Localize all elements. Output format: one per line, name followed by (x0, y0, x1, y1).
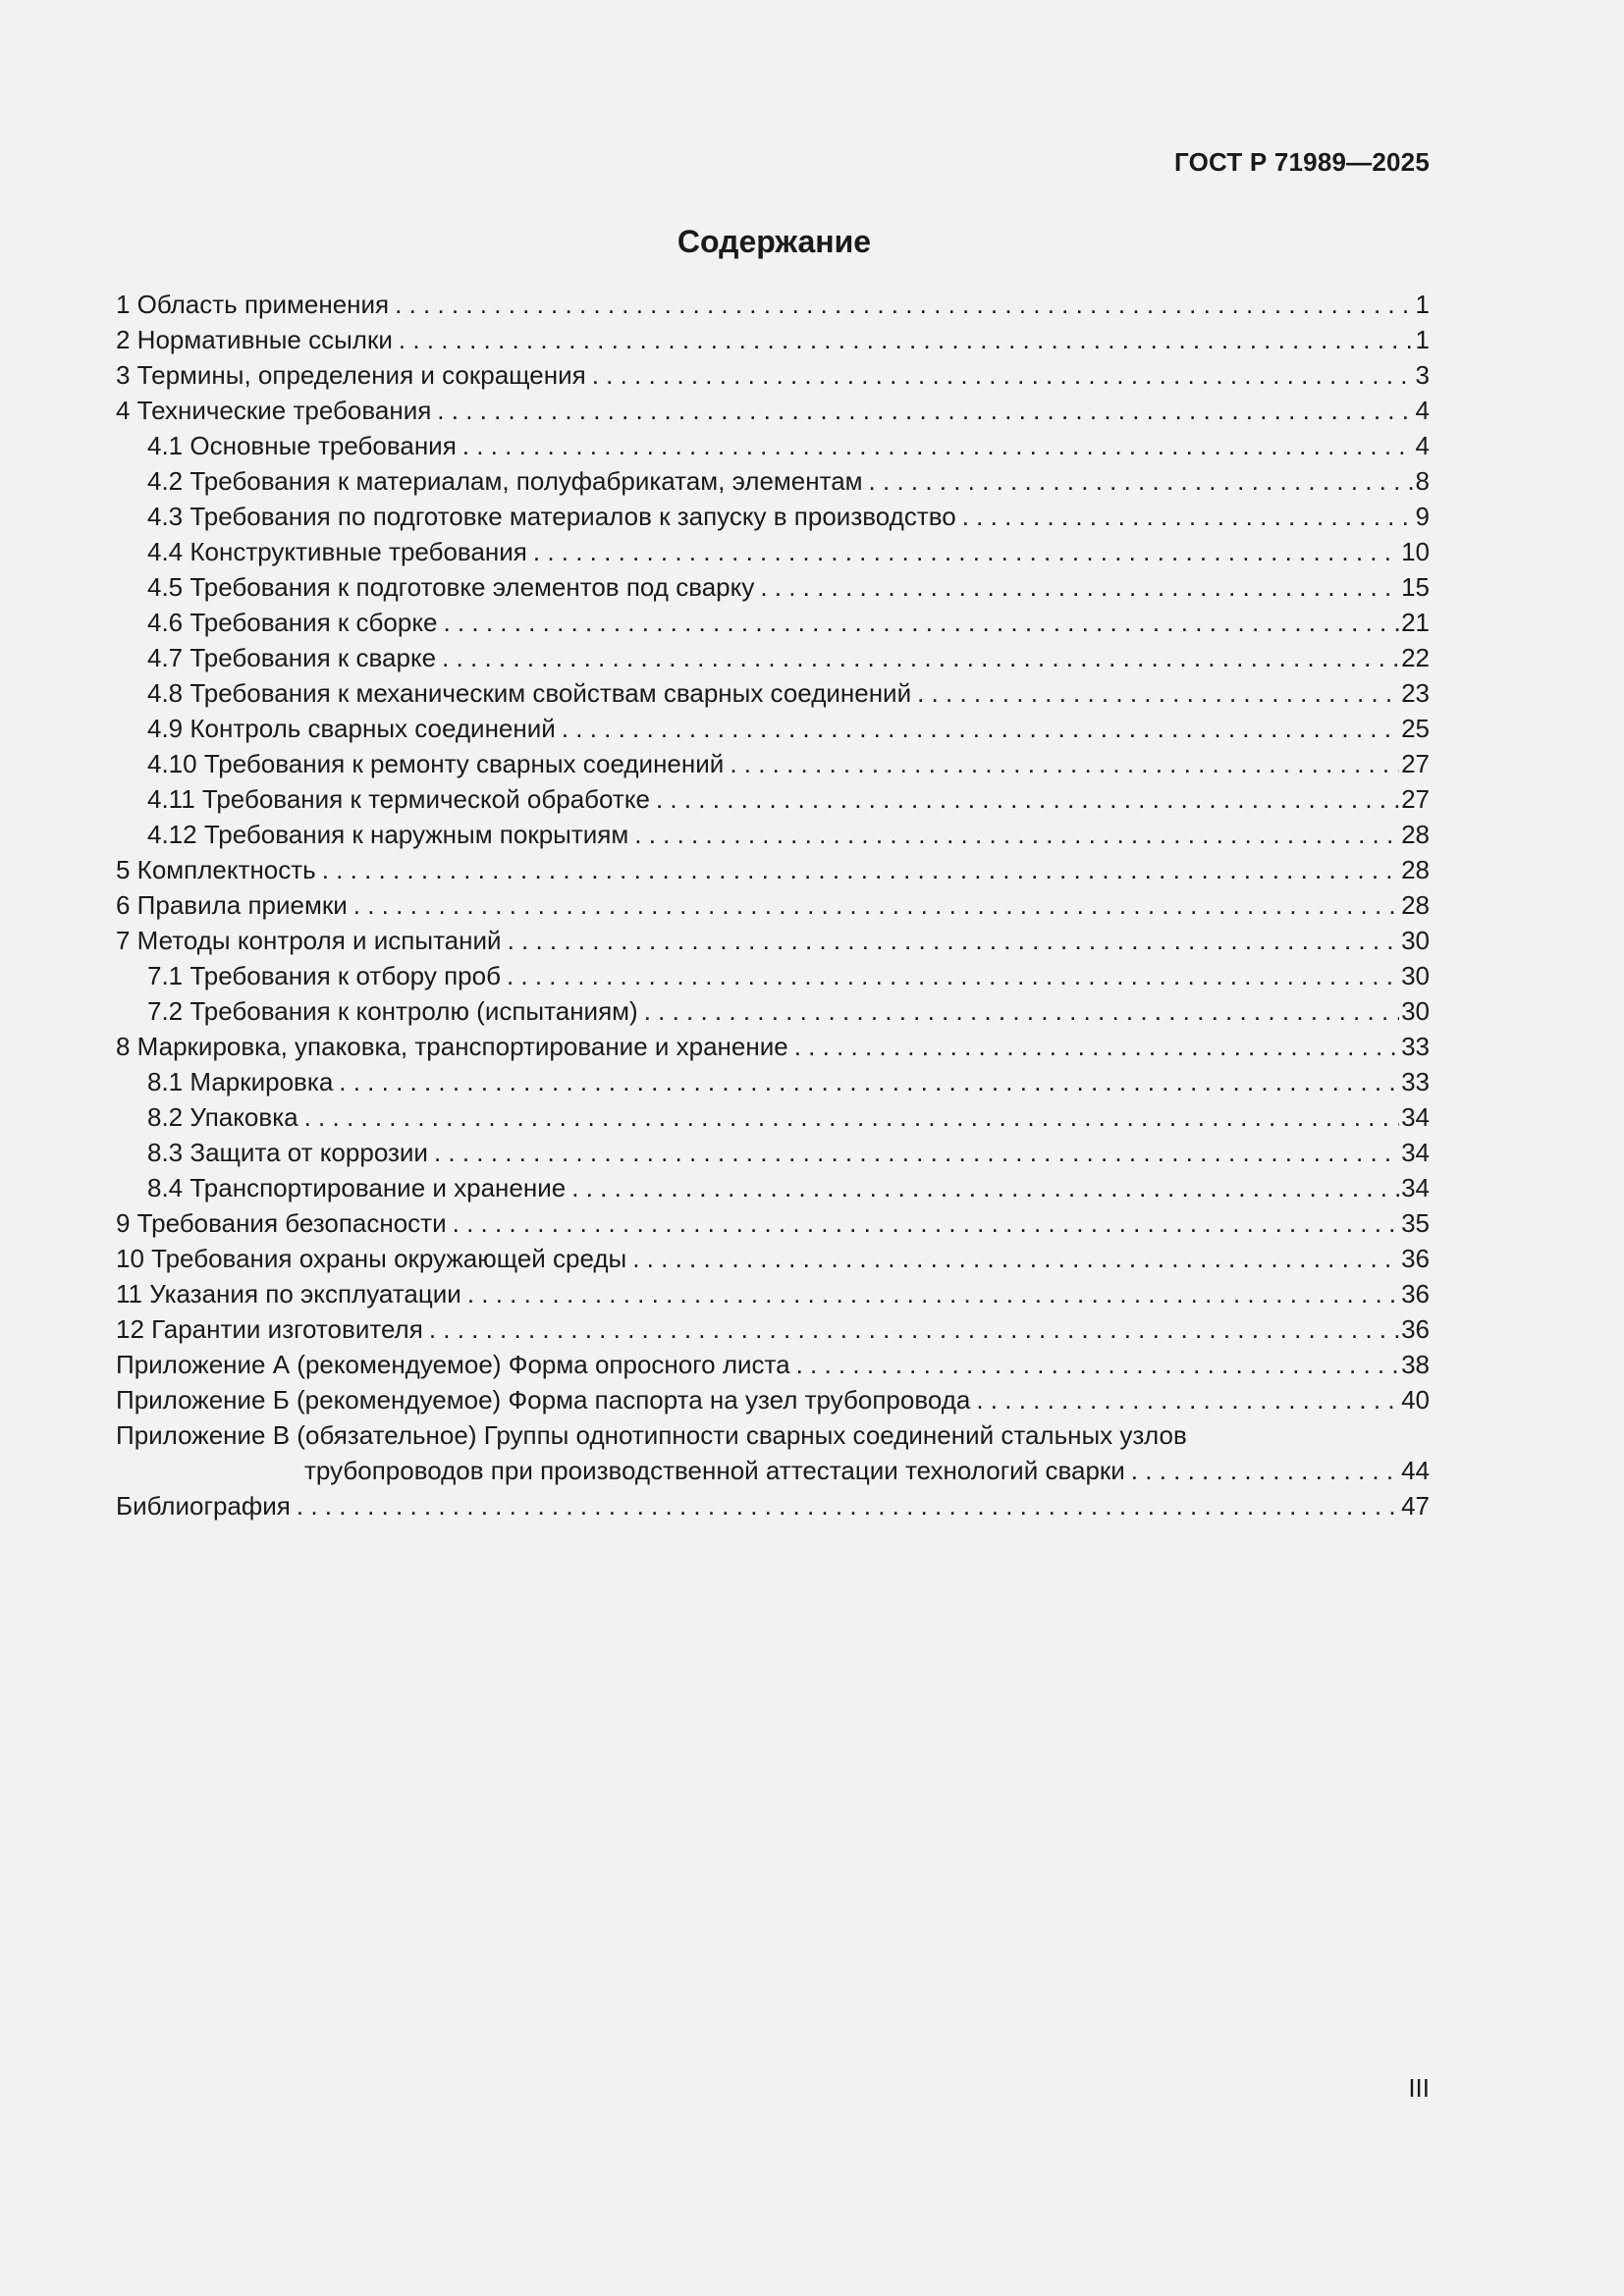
toc-entry-appendix-v-line2[interactable] (116, 1453, 1430, 1488)
toc-entry-label: 11 Указания по эксплуатации (116, 1279, 461, 1308)
toc-entry-page: 25 (1401, 714, 1430, 743)
dot-leader (429, 1311, 1399, 1347)
toc-entry-page: 30 (1401, 926, 1430, 955)
toc-entry-page: 34 (1401, 1102, 1430, 1132)
toc-entry-page: 3 (1415, 360, 1430, 390)
toc-entry[interactable] (116, 923, 1430, 958)
toc-entry-page: 1 (1415, 290, 1430, 319)
toc-entry[interactable] (116, 1382, 1430, 1417)
dot-leader (644, 993, 1399, 1029)
dot-leader (869, 463, 1414, 499)
toc-entry-page: 34 (1401, 1138, 1430, 1167)
toc-entry-page: 28 (1401, 820, 1430, 849)
dot-leader (353, 887, 1399, 923)
toc-entry-label: 1 Область применения (116, 290, 390, 319)
toc-entry-label: Приложение В (обязательное) Группы однотипности сварных соединений стальных узлов (116, 1420, 1187, 1450)
toc-entry-page: 22 (1401, 643, 1430, 672)
dot-leader (339, 1064, 1399, 1099)
toc-entry-label: 9 Требования безопасности (116, 1208, 447, 1238)
toc-entry-page: 9 (1415, 502, 1430, 531)
toc-entry[interactable] (116, 534, 1430, 569)
toc-entry-label: трубопроводов при производственной аттестации технологий сварки (304, 1456, 1125, 1485)
document-code: ГОСТ Р 71989—2025 (1174, 147, 1430, 177)
toc-entry-page: 47 (1401, 1491, 1430, 1521)
dot-leader (437, 393, 1413, 428)
toc-entry-label: Приложение А (рекомендуемое) Форма опросного листа (116, 1350, 790, 1379)
toc-entry[interactable] (116, 1311, 1430, 1347)
toc-entry-label: 2 Нормативные ссылки (116, 325, 393, 354)
dot-leader (434, 1135, 1399, 1170)
toc-entry-page: 30 (1401, 996, 1430, 1026)
toc-entry-page: 36 (1401, 1244, 1430, 1273)
toc-entry-label: 4 Технические требования (116, 396, 432, 425)
toc-entry-label: 4.7 Требования к сварке (147, 643, 437, 672)
toc-entry[interactable] (116, 1099, 1430, 1135)
toc-entry-page: 44 (1401, 1456, 1430, 1485)
toc-entry-label: 4.1 Основные требования (147, 431, 457, 460)
toc-entry-label: 8.3 Защита от коррозии (147, 1138, 428, 1167)
toc-entry-label: 4.9 Контроль сварных соединений (147, 714, 556, 743)
toc-entry-label: 4.5 Требования к подготовке элементов под сварку (147, 572, 755, 602)
toc-entry[interactable] (116, 463, 1430, 499)
toc-entry-page: 33 (1401, 1032, 1430, 1061)
toc-entry[interactable] (116, 1276, 1430, 1311)
toc-entry-page: 1 (1415, 325, 1430, 354)
toc-entry-label: 7.1 Требования к отбору проб (147, 961, 501, 990)
toc-entry-page: 36 (1401, 1279, 1430, 1308)
dot-leader (304, 1099, 1399, 1135)
toc-entry-page: 36 (1401, 1314, 1430, 1344)
toc-entry-label: 8.2 Упаковка (147, 1102, 298, 1132)
dot-leader (533, 534, 1399, 569)
toc-entry[interactable] (116, 746, 1430, 781)
dot-leader (634, 817, 1399, 852)
toc-entry[interactable] (116, 640, 1430, 675)
dot-leader (562, 711, 1399, 746)
toc-entry-page: 40 (1401, 1385, 1430, 1415)
dot-leader (571, 1170, 1399, 1205)
toc-entry-label: Библиография (116, 1491, 291, 1521)
toc-entry[interactable] (116, 569, 1430, 605)
toc-entry-label: Приложение Б (рекомендуемое) Форма паспорта на узел трубопровода (116, 1385, 971, 1415)
toc-entry[interactable] (116, 1135, 1430, 1170)
table-of-contents (116, 287, 1430, 1523)
toc-entry-page: 23 (1401, 678, 1430, 708)
toc-entry[interactable] (116, 428, 1430, 463)
toc-entry[interactable] (116, 1205, 1430, 1241)
toc-entry-label: 4.10 Требования к ремонту сварных соединений (147, 749, 725, 778)
toc-entry-label: 7 Методы контроля и испытаний (116, 926, 502, 955)
toc-entry[interactable] (116, 852, 1430, 887)
toc-entry-page: 28 (1401, 890, 1430, 920)
toc-entry-label: 6 Правила приемки (116, 890, 348, 920)
toc-entry-page: 27 (1401, 784, 1430, 814)
toc-entry[interactable] (116, 1064, 1430, 1099)
toc-entry[interactable] (116, 322, 1430, 357)
dot-leader (442, 640, 1399, 675)
dot-leader (592, 357, 1414, 393)
toc-entry-label: 4.12 Требования к наружным покрытиям (147, 820, 629, 849)
toc-entry[interactable] (116, 1170, 1430, 1205)
dot-leader (322, 852, 1399, 887)
toc-entry[interactable] (116, 958, 1430, 993)
dot-leader (656, 781, 1399, 817)
toc-title: Содержание (677, 224, 872, 259)
toc-entry-label: 5 Комплектность (116, 855, 316, 884)
toc-entry-label: 3 Термины, определения и сокращения (116, 360, 586, 390)
dot-leader (467, 1276, 1399, 1311)
toc-entry-label: 8.4 Транспортирование и хранение (147, 1173, 567, 1202)
toc-entry[interactable] (116, 781, 1430, 817)
toc-entry-page: 38 (1401, 1350, 1430, 1379)
toc-entry[interactable] (116, 675, 1430, 711)
toc-entry-page: 8 (1415, 466, 1430, 496)
toc-entry-label: 4.11 Требования к термической обработке (147, 784, 650, 814)
toc-entry[interactable] (116, 887, 1430, 923)
toc-entry[interactable] (116, 605, 1430, 640)
toc-entry-bibliography[interactable] (116, 1488, 1430, 1523)
toc-entry-label: 10 Требования охраны окружающей среды (116, 1244, 627, 1273)
toc-entry-page: 33 (1401, 1067, 1430, 1096)
dot-leader (976, 1382, 1399, 1417)
dot-leader (399, 322, 1414, 357)
toc-entry[interactable] (116, 1241, 1430, 1276)
toc-entry[interactable] (116, 499, 1430, 534)
dot-leader (508, 923, 1400, 958)
toc-entry-appendix-v-line1[interactable] (116, 1417, 1430, 1453)
toc-entry-page: 34 (1401, 1173, 1430, 1202)
toc-entry-page: 21 (1401, 608, 1430, 637)
toc-entry[interactable] (116, 993, 1430, 1029)
dot-leader (1131, 1453, 1399, 1488)
toc-entry-label: 8 Маркировка, упаковка, транспортирование и хранение (116, 1032, 788, 1061)
toc-entry-page: 10 (1401, 537, 1430, 566)
toc-entry[interactable] (116, 287, 1430, 322)
page-number: III (1408, 2073, 1430, 2103)
dot-leader (395, 287, 1413, 322)
toc-entry-page: 4 (1415, 431, 1430, 460)
toc-entry-label: 4.2 Требования к материалам, полуфабрикатам, элементам (147, 466, 863, 496)
dot-leader (462, 428, 1414, 463)
toc-entry-label: 7.2 Требования к контролю (испытаниям) (147, 996, 638, 1026)
dot-leader (796, 1347, 1399, 1382)
dot-leader (297, 1488, 1399, 1523)
toc-entry[interactable] (116, 817, 1430, 852)
toc-entry-label: 4.6 Требования к сборке (147, 608, 438, 637)
toc-entry-page: 15 (1401, 572, 1430, 602)
dot-leader (632, 1241, 1399, 1276)
toc-entry-page: 28 (1401, 855, 1430, 884)
toc-entry-label: 4.4 Конструктивные требования (147, 537, 527, 566)
dot-leader (760, 569, 1399, 605)
toc-entry-page: 27 (1401, 749, 1430, 778)
toc-entry-page: 30 (1401, 961, 1430, 990)
toc-entry-label: 12 Гарантии изготовителя (116, 1314, 423, 1344)
dot-leader (917, 675, 1399, 711)
dot-leader (443, 605, 1399, 640)
toc-entry-label: 4.3 Требования по подготовке материалов к запуску в производство (147, 502, 956, 531)
dot-leader (507, 958, 1399, 993)
dot-leader (794, 1029, 1399, 1064)
toc-entry-label: 8.1 Маркировка (147, 1067, 334, 1096)
toc-entry-page: 35 (1401, 1208, 1430, 1238)
dot-leader (730, 746, 1399, 781)
toc-entry[interactable] (116, 1347, 1430, 1382)
toc-entry-page: 4 (1415, 396, 1430, 425)
toc-entry[interactable] (116, 357, 1430, 393)
toc-entry-label: 4.8 Требования к механическим свойствам сварных соединений (147, 678, 912, 708)
toc-entry[interactable] (116, 1029, 1430, 1064)
dot-leader (962, 499, 1414, 534)
toc-entry[interactable] (116, 393, 1430, 428)
toc-entry[interactable] (116, 711, 1430, 746)
dot-leader (453, 1205, 1399, 1241)
